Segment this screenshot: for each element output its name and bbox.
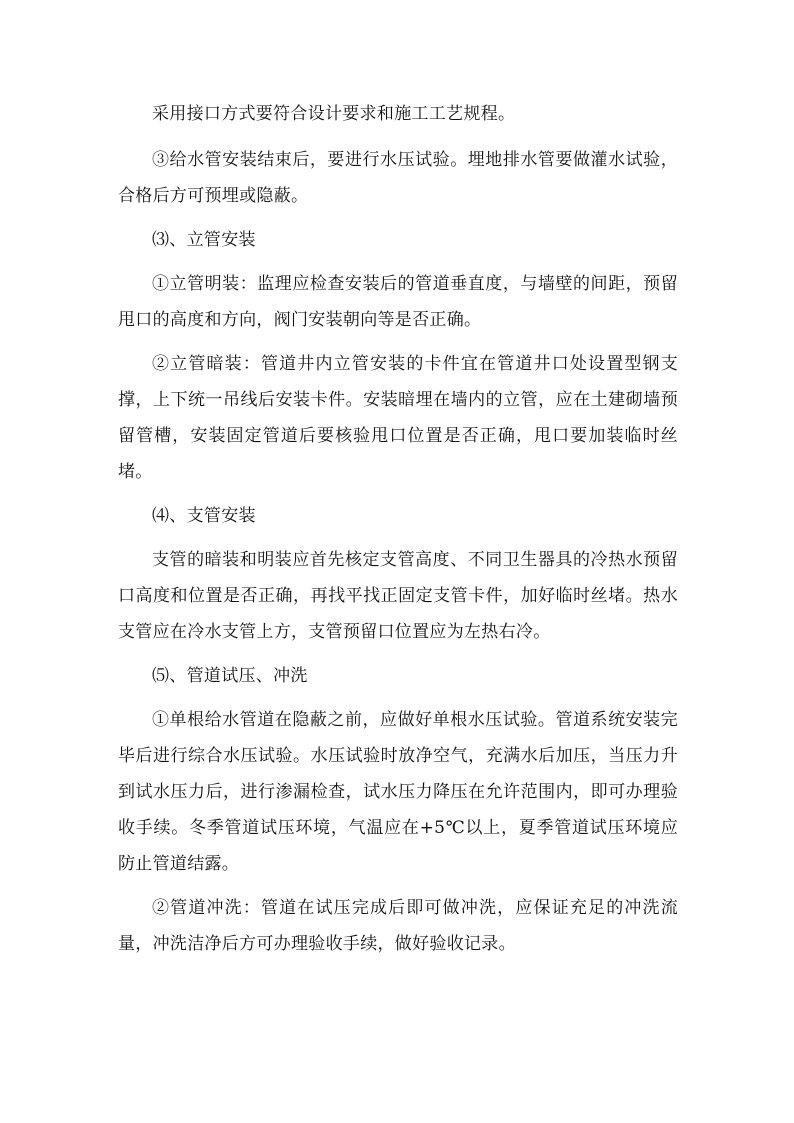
paragraph-exposed-riser: ①立管明装：监理应检查安装后的管道垂直度，与墙壁的间距，预留甩口的高度和方向，阀门安装朝向等是否正确。 bbox=[118, 274, 678, 330]
paragraph-joint-method: 采用接口方式要符合设计要求和施工工艺规程。 bbox=[152, 104, 516, 124]
section-heading-pressure-test-flush: ⑸、管道试压、冲洗 bbox=[152, 666, 308, 686]
paragraph-pressure-test: ①单根给水管道在隐蔽之前，应做好单根水压试验。管道系统安装完毕后进行综合水压试验。水压试验时放净空气，充满水后加压，当压力升到试水压力后，进行渗漏检查，试水压力降压在允许范围内，即可办理验收手续。冬季管道试压环境，气温应在+5℃以上，夏季管道试压环境应防止管道结露。 bbox=[118, 710, 678, 874]
section-heading-riser-installation: ⑶、立管安装 bbox=[152, 230, 256, 250]
section-heading-branch-installation: ⑷、支管安装 bbox=[152, 506, 256, 526]
paragraph-pipe-flushing: ②管道冲洗：管道在试压完成后即可做冲洗，应保证充足的冲洗流量，冲洗洁净后方可办理验收手续，做好验收记录。 bbox=[118, 898, 678, 954]
document-body bbox=[118, 96, 678, 970]
paragraph-branch-installation: 支管的暗装和明装应首先核定支管高度、不同卫生器具的冷热水预留口高度和位置是否正确，再找平找正固定支管卡件，加好临时丝堵。热水支管应在冷水支管上方，支管预留口位置应为左热右冷。 bbox=[118, 550, 678, 642]
paragraph-concealed-riser: ②立管暗装：管道井内立管安装的卡件宜在管道井口处设置型钢支撑，上下统一吊线后安装卡件。安装暗埋在墙内的立管，应在土建砌墙预留管槽，安装固定管道后要核验甩口位置是否正确，甩口要加装临时丝堵。 bbox=[118, 354, 678, 482]
paragraph-water-pressure-test: ③给水管安装结束后，要进行水压试验。埋地排水管要做灌水试验，合格后方可预埋或隐蔽。 bbox=[118, 150, 678, 206]
